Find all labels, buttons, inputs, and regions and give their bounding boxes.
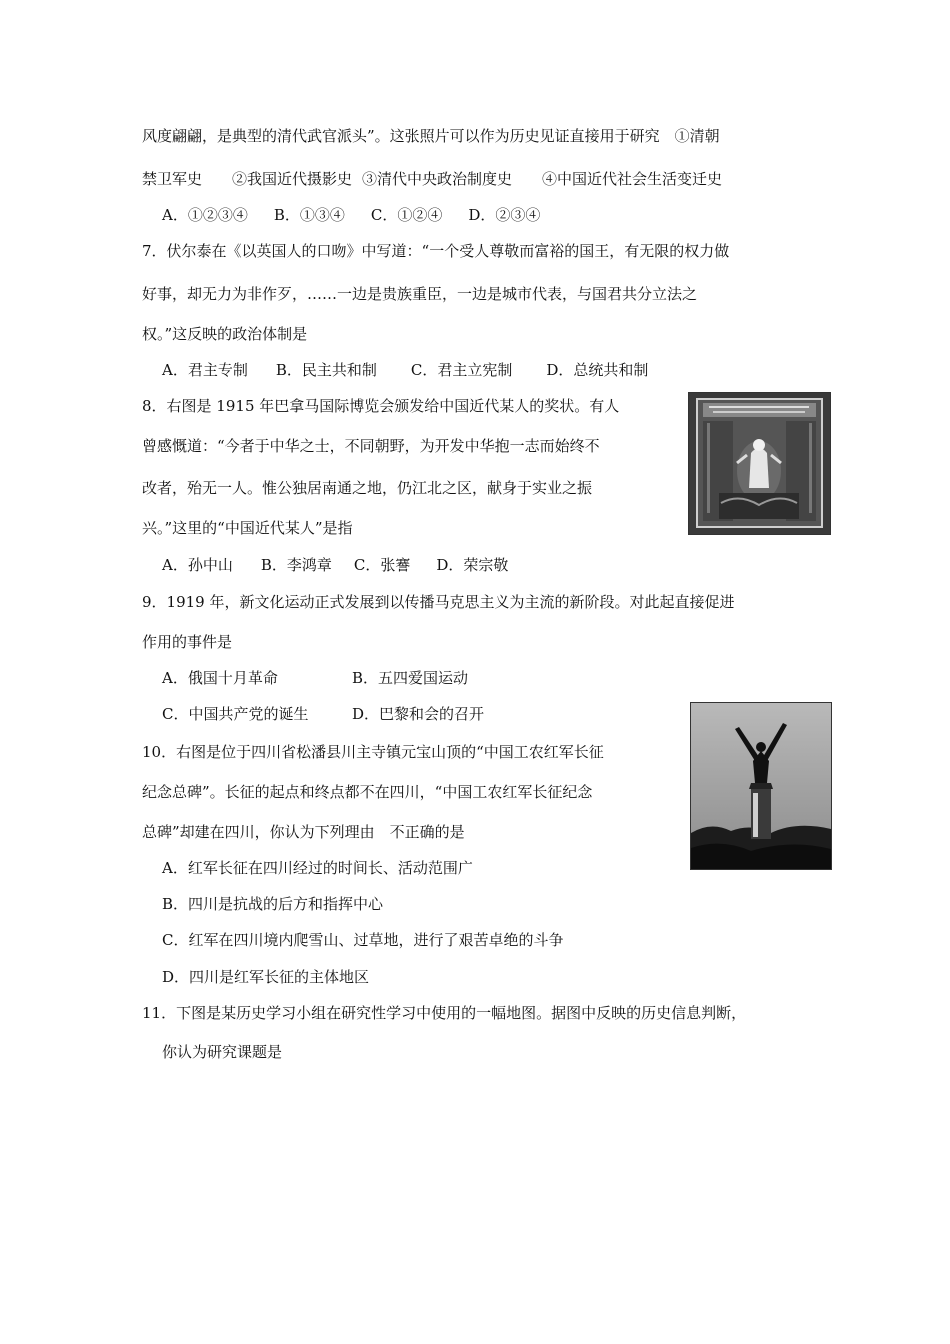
q10-option-c: C．红军在四川境内爬雪山、过草地，进行了艰苦卓绝的斗争 [162,931,564,949]
q6-options [162,205,540,225]
q9-options-row-2 [162,704,484,724]
q8-option-b: B．李鸿章 [260,556,332,574]
q6-line-1: 风度翩翩，是典型的清代武官派头”。这张照片可以作为历史见证直接用于研究 ①清朝 [142,127,720,145]
q6-option-b: B．①③④ [273,206,345,224]
q10-line-1: 10．右图是位于四川省松潘县川主寺镇元宝山顶的“中国工农红军长征 [142,743,604,761]
q10-option-b: B．四川是抗战的后方和指挥中心 [162,895,384,913]
q9-line-2: 作用的事件是 [142,633,233,651]
q7-option-a: A．君主专制 [162,361,248,379]
q8-line-1: 8．右图是 1915 年巴拿马国际博览会颁发给中国近代某人的奖状。有人 [142,397,620,415]
q7-option-c: C．君主立宪制 [410,361,513,379]
q10-line-2: 纪念总碑”。长征的起点和终点都不在四川，“中国工农红军长征纪念 [142,783,593,801]
q8-line-3: 改者，殆无一人。惟公独居南通之地，仍江北之区，献身于实业之振 [142,479,593,497]
q6-item-3: ③清代中央政治制度史 [362,170,513,188]
q6-option-a: A．①②③④ [162,206,248,224]
q9-line-1: 9．1919 年，新文化运动正式发展到以传播马克思主义为主流的新阶段。对此起直接促进 [142,593,735,611]
q6-line-2 [142,169,722,189]
award-certificate-image [689,393,830,534]
q8-line-4: 兴。”这里的“中国近代某人”是指 [142,519,353,537]
q10-option-a: A．红军长征在四川经过的时间长、活动范围广 [162,859,473,877]
q7-option-b: B．民主共和制 [275,361,377,379]
q8-options [162,555,508,575]
q10-option-d: D．四川是红军长征的主体地区 [162,968,370,986]
long-march-monument-image [691,703,831,869]
q7-options [162,360,648,380]
q8-option-d: D．荣宗敬 [436,556,509,574]
q6-option-d: D．②③④ [468,206,541,224]
q8-option-c: C．张謇 [353,556,411,574]
award-certificate-photo [688,392,831,535]
q8-option-a: A．孙中山 [162,556,233,574]
q11-line-1: 11．下图是某历史学习小组在研究性学习中使用的一幅地图。据图中反映的历史信息判断， [142,1004,747,1022]
q6-item-1: 禁卫军史 [142,170,203,188]
q7-line-1: 7．伏尔泰在《以英国人的口吻》中写道：“一个受人尊敬而富裕的国王，有无限的权力做 [142,242,730,260]
q6-option-c: C．①②④ [370,206,443,224]
q7-line-3: 权。”这反映的政治体制是 [142,325,308,343]
q6-item-2: ②我国近代摄影史 [232,170,353,188]
q6-item-4: ④中国近代社会生活变迁史 [542,170,723,188]
q8-line-2: 曾感慨道：“今者于中华之士，不同朝野，为开发中华抱一志而始终不 [142,437,600,455]
q9-options-row-1 [162,668,468,688]
q9-option-d: D．巴黎和会的召开 [352,705,485,723]
q9-option-b: B．五四爱国运动 [352,669,469,687]
q7-option-d: D．总统共和制 [546,361,649,379]
long-march-monument-photo [690,702,832,870]
q9-option-a: A．俄国十月革命 [162,669,278,687]
q10-line-3: 总碑”却建在四川，你认为下列理由 不正确的是 [142,823,465,841]
q9-option-c: C．中国共产党的诞生 [162,705,309,723]
q11-line-2: 你认为研究课题是 [162,1043,283,1061]
q7-line-2: 好事，却无力为非作歹，……一边是贵族重臣，一边是城市代表，与国君共分立法之 [142,285,698,303]
